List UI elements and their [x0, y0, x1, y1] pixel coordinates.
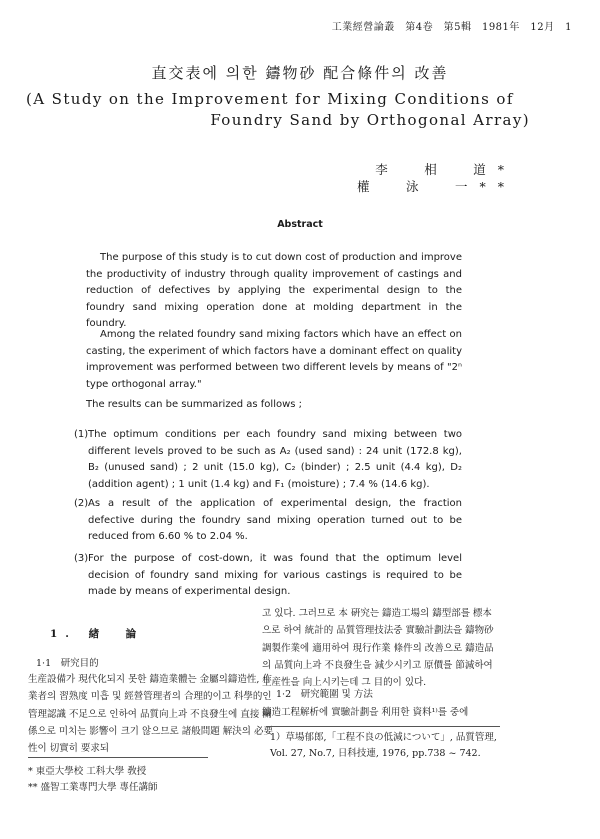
body-text-right: 鑄造工程解析에 實驗計劃을 利用한 資料¹⁾를 중에	[262, 707, 469, 718]
reference-footnote: 1）草場郁郎,「工程不良の低減について」, 品質管理, Vol. 27, No.7, 日科技連, 1976, pp.738 ~ 742.	[270, 732, 497, 759]
result-item-text: As a result of the application of experimental design, the fraction defective during the foundry sand mixing operation turned out to be reduced from 6.60 % to 2.04 %.	[88, 498, 462, 543]
body-text-left: 生産設備가 現代化되지 못한 鑄造業體는 金屬의鑄造性, 作業者의 習熟度 미흡 및 經營管理者의 合理的이고 科學的인 管理認識 不足으로 인하여 品質向上과 不良發生에 直接 關係으로 미치는 影響이 크기 않으므로 諸般問題 解決의 必要性이 切實히 要求되	[28, 674, 273, 755]
footnote-divider	[266, 726, 500, 727]
title-korean: 直交表에 의한 鑄物砂 配合條件의 改善	[151, 64, 449, 82]
result-item	[74, 427, 462, 493]
abstract-heading: Abstract	[277, 219, 323, 230]
result-item-number: (2)	[74, 498, 89, 509]
abstract-paragraph: Among the related foundry sand mixing factors which have an effect on casting, the experiment of which factors have a dominant effect on quality improvement was performed between two different levels by means of "2ⁿ type orthogonal array."	[86, 329, 462, 390]
subsection-title: 1·1 研究目的	[36, 658, 99, 669]
author-2: 權 泳 一**	[356, 179, 516, 194]
abstract-paragraph: The purpose of this study is to cut down cost of production and improve the productivity of industry through quality improvement of castings and reduction of defectives by applying the experimental design to the foundry sand mixing operation done at molding department in the foundry.	[86, 252, 462, 330]
title-english-line1: (A Study on the Improvement for Mixing Conditions of	[26, 90, 514, 108]
title-english-line2: Foundry Sand by Orthogonal Array)	[210, 111, 530, 129]
footnote-divider	[28, 757, 208, 758]
author-1: 李 相 道*	[375, 162, 516, 177]
subsection-title: 1·2 研究範圍 및 方法	[276, 689, 373, 700]
result-item-number: (3)	[74, 553, 89, 564]
journal-header: 工業經營論叢 第4卷 第5輯 1981年 12月 1	[331, 22, 572, 33]
abstract-paragraph: The results can be summarized as follows ;	[86, 399, 303, 410]
affiliation-footnote: ** 盛智工業專門大學 專任講師	[28, 782, 158, 793]
section-title: 1. 緖 論	[50, 628, 145, 640]
result-item-text: For the purpose of cost-down, it was found that the optimum level decision of foundry sand mixing for various castings is required to be made by means of experimental design.	[88, 553, 462, 598]
result-item	[74, 551, 462, 601]
result-item-text: The optimum conditions per each foundry sand mixing between two different levels proved to be such as A₂ (used sand) : 24 unit (172.8 kg), B₂ (unused sand) ; 2 unit (15.0 kg), C₂ (binder) ; 2.5 unit (4.4 kg), D₂ (addition agent) ; 1 unit (1.4 kg) and F₁ (moisture) ; 7.4 % (14.6 kg).	[88, 429, 462, 490]
result-item	[74, 496, 462, 546]
result-item-number: (1)	[74, 429, 89, 440]
body-text-right: 고 있다. 그러므로 本 硏究는 鑄造工場의 鑄型部를 標本으로 하여 統計的 品質管理技法중 實驗計劃法을 鑄物砂 調製作業에 適用하여 現行作業 條件의 改善으로 鑄造品의 品質向上과 不良發生을 減少시키고 原價를 節減하여 生産性을 向上시키는데 그 目的이 있다.	[262, 608, 494, 689]
affiliation-footnote: * 東亞大學校 工科大學 敎授	[28, 766, 147, 777]
affiliation-footnotes	[28, 764, 158, 796]
